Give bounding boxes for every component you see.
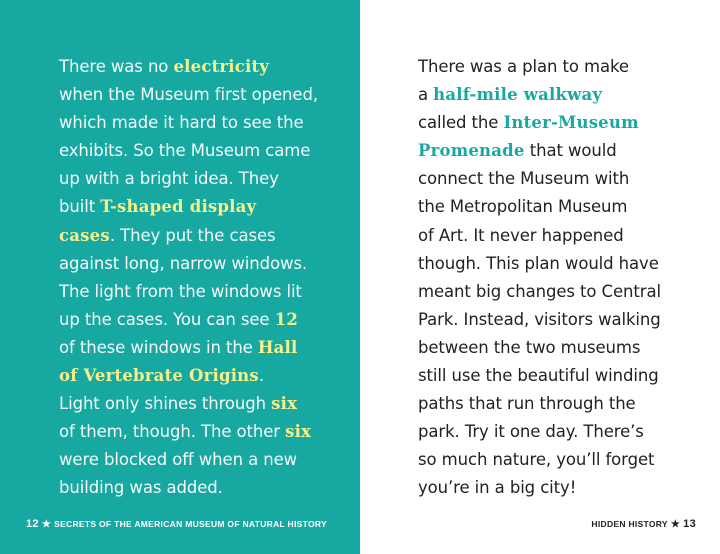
text-segment: against long, narrow windows. [59, 253, 308, 273]
text-segment: when the Museum first opened, [59, 85, 318, 105]
text-segment: Park. Instead, visitors walking [418, 309, 661, 329]
text-segment: park. Try it one day. There’s [418, 422, 644, 442]
text-line [418, 334, 661, 362]
running-title: SECRETS OF THE AMERICAN MUSEUM OF NATURAL HISTORY [54, 519, 327, 529]
text-line [59, 446, 318, 474]
text-line [59, 165, 318, 193]
text-line [418, 81, 661, 109]
highlighted-term: 12 [274, 309, 299, 329]
text-segment: . They put the cases [109, 225, 276, 245]
running-title: HIDDEN HISTORY [591, 519, 668, 529]
text-segment: though. This plan would have [418, 253, 659, 273]
text-segment: were blocked off when a new [59, 450, 298, 470]
text-line [418, 362, 661, 390]
text-line [59, 362, 318, 390]
text-line [59, 222, 318, 250]
text-line [418, 390, 661, 418]
left-page-body [59, 53, 318, 503]
text-segment: There was a plan to make [418, 57, 629, 76]
left-page-footer [26, 518, 327, 530]
text-segment: Light only shines through [59, 394, 272, 414]
text-segment: There was no [59, 57, 174, 76]
text-segment: of them, though. The other [59, 422, 286, 442]
page-number: 12 [26, 518, 39, 530]
text-line [418, 109, 661, 137]
highlighted-term: cases [59, 225, 110, 245]
highlighted-term: Hall [257, 337, 298, 357]
text-line [59, 390, 318, 418]
text-line [59, 53, 318, 81]
highlighted-term: half-mile walkway [433, 85, 603, 105]
highlighted-term: six [285, 422, 312, 442]
text-segment: still use the beautiful winding [418, 366, 659, 386]
text-line [59, 306, 318, 334]
text-segment: called the [418, 113, 504, 133]
highlighted-term: electricity [173, 57, 270, 76]
text-line [418, 446, 661, 474]
highlighted-term: of Vertebrate Origins [59, 366, 259, 386]
text-line [59, 109, 318, 137]
text-line [418, 137, 661, 165]
text-line [59, 474, 318, 502]
text-segment: which made it hard to see the [59, 113, 304, 133]
text-segment: the Metropolitan Museum [418, 197, 628, 217]
page-number: 13 [683, 518, 696, 530]
text-segment: of Art. It never happened [418, 225, 624, 245]
right-page [360, 0, 720, 554]
text-segment: so much nature, you’ll forget [418, 450, 655, 470]
text-segment: that would [524, 141, 617, 161]
highlighted-term: Inter-Museum [503, 113, 639, 133]
text-line [59, 334, 318, 362]
text-line [59, 193, 318, 221]
text-line [59, 137, 318, 165]
text-segment: meant big changes to Central [418, 281, 661, 301]
text-line [418, 222, 661, 250]
text-segment: built [59, 197, 101, 217]
text-segment: up with a bright idea. They [59, 169, 279, 189]
text-segment: The light from the windows lit [59, 281, 302, 301]
text-segment: of these windows in the [59, 337, 258, 357]
text-line [59, 418, 318, 446]
text-line [418, 306, 661, 334]
text-segment: connect the Museum with [418, 169, 630, 189]
highlighted-term: Promenade [418, 141, 525, 161]
text-line [418, 53, 661, 81]
star-icon: ★ [41, 519, 52, 530]
text-segment: . [258, 366, 265, 386]
text-segment: a [418, 85, 434, 105]
text-line [418, 165, 661, 193]
text-line [418, 418, 661, 446]
highlighted-term: six [271, 394, 298, 414]
text-segment: between the two museums [418, 337, 641, 357]
text-line [59, 81, 318, 109]
text-line [418, 193, 661, 221]
text-line [418, 474, 661, 502]
star-icon: ★ [670, 519, 681, 530]
text-line [418, 250, 661, 278]
right-page-body [418, 53, 661, 503]
text-segment: up the cases. You can see [59, 309, 275, 329]
text-line [59, 250, 318, 278]
text-segment: exhibits. So the Museum came [59, 141, 311, 161]
text-line [418, 278, 661, 306]
text-segment: you’re in a big city! [418, 478, 577, 498]
text-line [59, 278, 318, 306]
text-segment: building was added. [59, 478, 223, 498]
highlighted-term: T-shaped display [100, 197, 257, 217]
right-page-footer [591, 518, 696, 530]
text-segment: paths that run through the [418, 394, 636, 414]
